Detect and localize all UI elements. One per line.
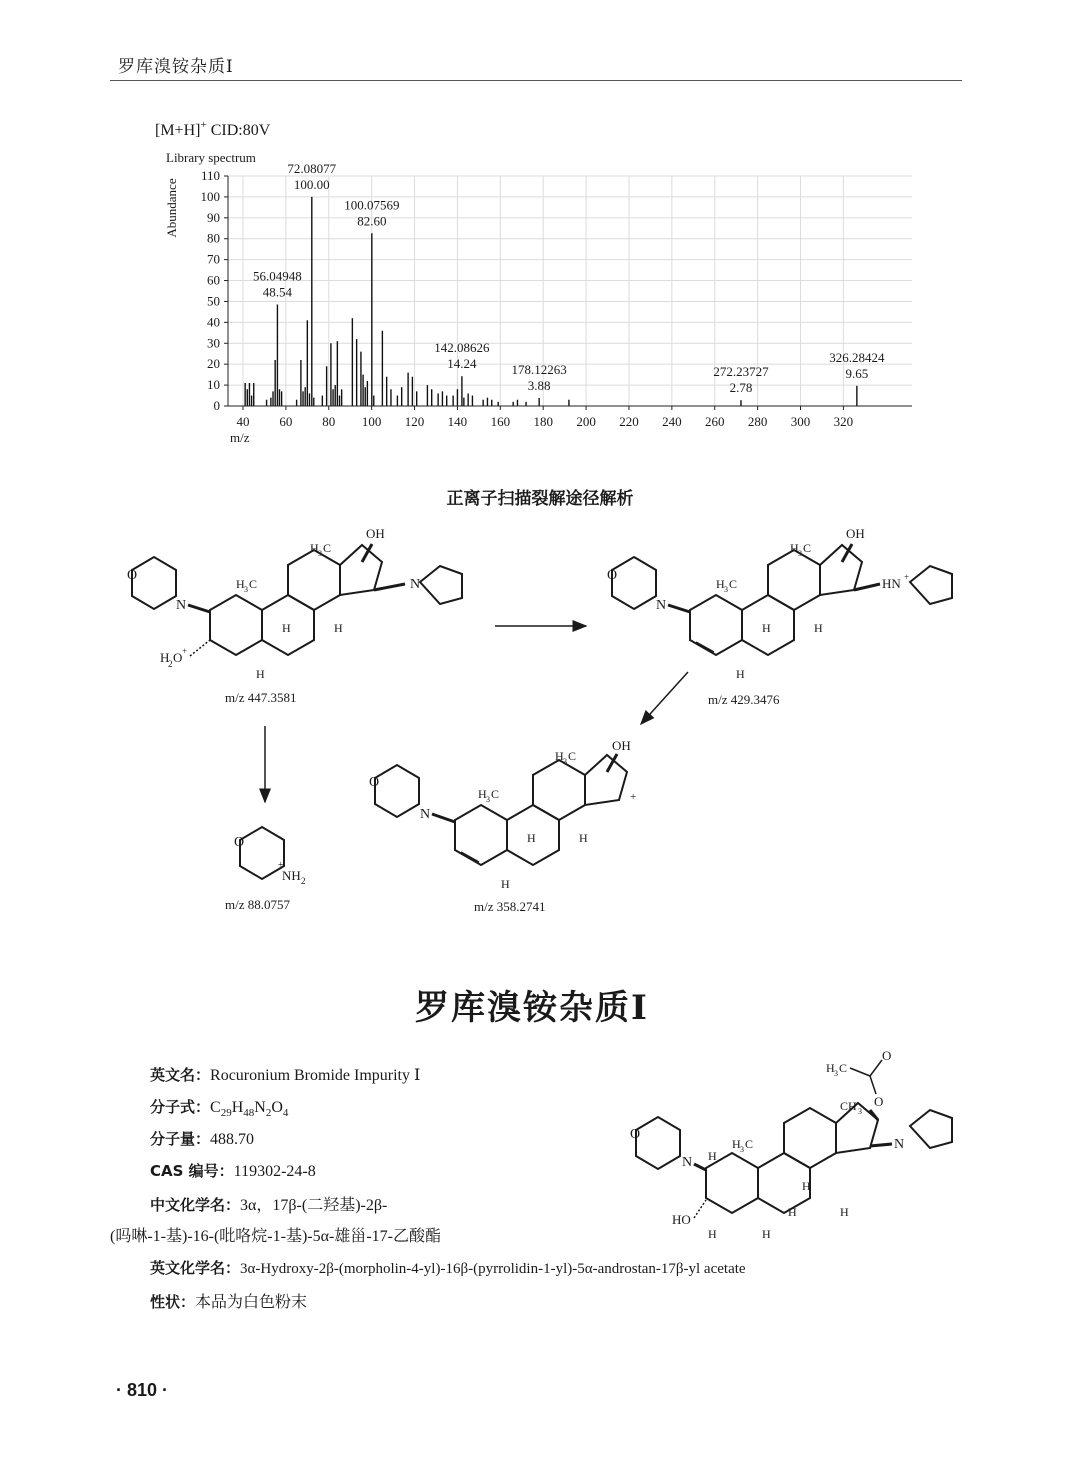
x-tick-label: 280 xyxy=(747,414,768,429)
svg-text:3: 3 xyxy=(244,585,248,594)
svg-text:3: 3 xyxy=(858,1107,862,1116)
svg-text:2: 2 xyxy=(301,876,306,886)
fragmentation-scheme xyxy=(0,510,1080,930)
svg-text:C: C xyxy=(839,1061,848,1075)
peak-mz-label: 72.08077 xyxy=(287,160,337,176)
svg-text:C: C xyxy=(729,577,738,591)
appearance-row xyxy=(150,1289,307,1312)
svg-text:H: H xyxy=(708,1227,717,1241)
y-tick-label: 40 xyxy=(207,314,220,330)
fragment-358-label: m/z 358.2741 xyxy=(474,899,546,914)
y-tick-label: 110 xyxy=(200,168,220,183)
svg-text:N: N xyxy=(420,807,431,822)
svg-text:3: 3 xyxy=(563,757,567,766)
x-tick-label: 100 xyxy=(361,414,382,429)
svg-text:+: + xyxy=(904,572,910,582)
x-tick-label: 160 xyxy=(490,414,511,429)
precursor-charge: + xyxy=(200,119,207,131)
y-tick-label: 20 xyxy=(207,356,220,372)
svg-text:C: C xyxy=(568,749,577,763)
x-axis-title: m/z xyxy=(230,430,250,445)
svg-text:N: N xyxy=(894,1137,905,1152)
x-tick-label: 220 xyxy=(619,414,639,429)
svg-text:H: H xyxy=(802,1179,811,1193)
svg-text:HO: HO xyxy=(672,1212,691,1227)
svg-text:H: H xyxy=(579,831,588,845)
y-axis-title: Abundance xyxy=(164,178,179,238)
svg-text:3: 3 xyxy=(318,549,322,558)
running-header: 罗库溴铵杂质Ⅰ xyxy=(118,57,234,77)
svg-text:3: 3 xyxy=(740,1145,744,1154)
structure-429 xyxy=(607,526,952,681)
svg-text:H: H xyxy=(555,749,564,763)
svg-text:H: H xyxy=(160,650,170,665)
cn-chem-label: 中文化学名： xyxy=(150,1196,241,1214)
y-tick-label: 100 xyxy=(200,188,220,204)
arrow-429-to-358 xyxy=(641,672,688,724)
svg-text:O: O xyxy=(173,650,183,665)
mw-row xyxy=(150,1128,254,1149)
svg-text:+: + xyxy=(278,860,284,871)
formula-value: $C_{29}H_{48}N_2O_4$ xyxy=(210,1099,289,1120)
svg-text:O: O xyxy=(630,1127,641,1142)
svg-text:H: H xyxy=(732,1137,741,1151)
appearance-value: 本品为白色粉末 xyxy=(195,1294,308,1311)
x-tick-label: 320 xyxy=(833,414,854,429)
precursor-label: [M+H] xyxy=(155,122,201,139)
structure-447 xyxy=(127,526,462,681)
svg-text:+: + xyxy=(182,646,188,656)
fragment-88-label: m/z 88.0757 xyxy=(225,897,290,912)
formula-row xyxy=(150,1096,288,1119)
y-tick-label: 0 xyxy=(213,398,220,413)
en-chem-label: 英文化学名： xyxy=(150,1259,241,1277)
pathway-title: 正离子扫描裂解途径解析 xyxy=(446,489,634,509)
structure-88 xyxy=(234,827,306,886)
y-tick-label: 60 xyxy=(207,272,220,288)
peak-abundance-label: 3.88 xyxy=(527,377,551,393)
svg-text:H: H xyxy=(334,621,343,635)
svg-text:C: C xyxy=(323,541,332,555)
svg-text:OH: OH xyxy=(612,738,631,753)
svg-text:O: O xyxy=(127,568,138,583)
svg-text:H: H xyxy=(826,1061,835,1075)
fragment-447-label: m/z 447.3581 xyxy=(225,690,297,705)
x-tick-label: 40 xyxy=(236,414,250,429)
svg-text:H: H xyxy=(788,1205,797,1219)
english-name-row xyxy=(150,1064,420,1085)
library-label: Library spectrum xyxy=(166,150,256,165)
svg-text:CH: CH xyxy=(840,1099,857,1113)
mw-label: 分子量： xyxy=(150,1130,211,1148)
cas-value: 119302-24-8 xyxy=(233,1163,316,1180)
cid-label: CID:80V xyxy=(206,122,271,139)
svg-text:[M+H]+ CID:80V xyxy=(155,119,271,139)
page-number: · 810 · xyxy=(116,1380,169,1400)
svg-text:H: H xyxy=(814,621,823,635)
svg-text:C: C xyxy=(803,541,812,555)
svg-text:H: H xyxy=(527,831,536,845)
svg-text:H: H xyxy=(236,577,245,591)
svg-text:N: N xyxy=(656,598,667,613)
peak-abundance-label: 2.78 xyxy=(729,380,753,396)
compound-structure xyxy=(620,1040,1020,1260)
cas-row xyxy=(150,1160,316,1181)
peak-abundance-label: 82.60 xyxy=(357,213,387,229)
cn-chem-value-2: (吗啉-1-基)-16-(吡咯烷-1-基)-5α-雄甾-17-乙酸酯 xyxy=(110,1228,441,1245)
x-tick-label: 260 xyxy=(704,414,725,429)
x-tick-label: 300 xyxy=(790,414,811,429)
y-tick-label: 90 xyxy=(207,209,220,225)
svg-text:H: H xyxy=(736,667,745,681)
svg-text:N: N xyxy=(176,598,187,613)
appearance-label: 性状： xyxy=(150,1293,196,1311)
svg-text:3: 3 xyxy=(724,585,728,594)
y-tick-label: 80 xyxy=(207,230,220,246)
x-tick-label: 140 xyxy=(447,414,468,429)
x-tick-label: 120 xyxy=(404,414,425,429)
svg-text:OH: OH xyxy=(846,526,865,541)
fragment-429-label: m/z 429.3476 xyxy=(708,692,780,707)
svg-text:2: 2 xyxy=(168,659,173,669)
svg-text:O: O xyxy=(874,1094,884,1109)
english-name-value: Rocuronium Bromide Impurity Ⅰ xyxy=(210,1067,421,1084)
svg-text:O: O xyxy=(607,568,618,583)
english-name-label: 英文名： xyxy=(150,1066,211,1084)
en-chem-row xyxy=(150,1257,746,1278)
svg-text:H: H xyxy=(708,1149,717,1163)
y-tick-label: 10 xyxy=(207,377,220,393)
en-chem-value: 3α-Hydroxy-2β-(morpholin-4-yl)-16β-(pyrrolidin-1-yl)-5α-androstan-17β-yl acetate xyxy=(240,1261,746,1277)
svg-text:H: H xyxy=(716,577,725,591)
compound-title: 罗库溴铵杂质Ⅰ xyxy=(415,988,649,1028)
svg-text:H: H xyxy=(790,541,799,555)
svg-text:OH: OH xyxy=(366,526,385,541)
peak-mz-label: 326.28424 xyxy=(829,349,885,365)
cn-chem-value-1: 3α，17β-(二羟基)-2β- xyxy=(240,1197,388,1214)
svg-text:O: O xyxy=(882,1048,892,1063)
svg-text:N: N xyxy=(682,1155,693,1170)
svg-text:3: 3 xyxy=(834,1069,838,1078)
svg-text:H: H xyxy=(478,787,487,801)
peak-abundance-label: 100.00 xyxy=(293,176,330,192)
y-tick-label: 50 xyxy=(207,293,220,309)
svg-text:H: H xyxy=(501,877,510,891)
svg-text:H: H xyxy=(762,621,771,635)
svg-text:C: C xyxy=(249,577,258,591)
svg-text:N: N xyxy=(410,577,421,592)
peak-mz-label: 56.04948 xyxy=(253,268,302,284)
svg-text:+: + xyxy=(630,791,637,803)
peak-mz-label: 142.08626 xyxy=(434,340,490,356)
x-tick-label: 240 xyxy=(662,414,682,429)
x-tick-label: 200 xyxy=(576,414,596,429)
y-tick-label: 30 xyxy=(207,335,220,351)
svg-text:H: H xyxy=(762,1227,771,1241)
formula-label: 分子式： xyxy=(150,1098,211,1116)
svg-text:O: O xyxy=(369,775,380,790)
structure-358 xyxy=(369,738,636,891)
cas-label: CAS 编号： xyxy=(150,1162,234,1180)
peak-abundance-label: 9.65 xyxy=(845,365,869,381)
peak-mz-label: 100.07569 xyxy=(344,197,400,213)
svg-text:H: H xyxy=(840,1205,849,1219)
svg-text:HN: HN xyxy=(882,576,901,591)
peak-mz-label: 178.12263 xyxy=(511,361,567,377)
cn-chem-row xyxy=(150,1192,387,1215)
x-tick-label: 180 xyxy=(533,414,553,429)
mass-spectrum-chart xyxy=(0,0,1080,470)
peak-mz-label: 272.23727 xyxy=(713,364,769,380)
svg-text:H: H xyxy=(282,621,291,635)
svg-text:C: C xyxy=(491,787,500,801)
x-tick-label: 60 xyxy=(279,414,293,429)
svg-text:NH: NH xyxy=(282,868,301,883)
x-tick-label: 80 xyxy=(322,414,336,429)
peak-abundance-label: 14.24 xyxy=(447,356,477,372)
peak-abundance-label: 48.54 xyxy=(262,284,293,300)
svg-text:3: 3 xyxy=(798,549,802,558)
svg-text:H: H xyxy=(310,541,319,555)
svg-text:H: H xyxy=(256,667,265,681)
svg-text:O: O xyxy=(234,835,245,850)
y-tick-label: 70 xyxy=(207,251,220,267)
svg-text:3: 3 xyxy=(486,795,490,804)
svg-text:C: C xyxy=(745,1137,754,1151)
mw-value: 488.70 xyxy=(210,1131,255,1148)
